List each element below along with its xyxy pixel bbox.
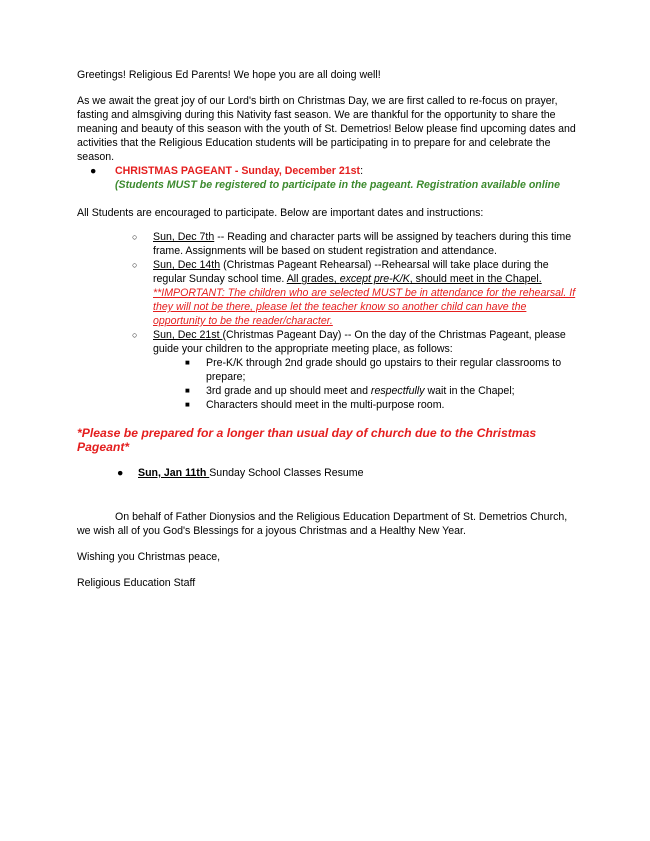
sub1-text: Pre-K/K through 2nd grade should go upstairs to their regular classrooms to prepare; xyxy=(206,357,562,383)
dec21-text: (Christmas Pageant Day) -- On the day of the Christmas Pageant, please guide your children to the appropriate meeting place, as follows: xyxy=(153,329,566,355)
dec21-sub-item-characters xyxy=(77,398,577,412)
circle-bullet-icon: ○ xyxy=(132,260,138,270)
sub3-text: Characters should meet in the multi-purpose room. xyxy=(206,399,445,411)
closing-paragraph: On behalf of Father Dionysios and the Religious Education Department of St. Demetrios Church, we wish all of you God's Blessings for a joyous Christmas and a Healthy New Year. xyxy=(77,511,568,537)
pageant-colon: : xyxy=(360,165,364,177)
sub2-text-b: respectfully xyxy=(370,385,425,397)
bullet-icon: ● xyxy=(117,467,124,479)
square-bullet-icon: ■ xyxy=(185,358,190,367)
prepared-notice: *Please be prepared for a longer than usual day of church due to the Christmas Pageant* xyxy=(77,426,537,454)
dec14-except: except pre-K/K xyxy=(339,273,410,285)
circle-bullet-icon: ○ xyxy=(132,330,138,340)
item-dec21 xyxy=(77,328,577,356)
wishing-line: Wishing you Christmas peace, xyxy=(77,551,221,563)
jan-date: Sun, Jan 11th xyxy=(138,467,210,479)
dec7-date: Sun, Dec 7th xyxy=(153,231,215,243)
dec14-date: Sun, Dec 14th xyxy=(153,259,221,271)
intro-paragraph: As we await the great joy of our Lord's birth on Christmas Day, we are first called to re-focus on prayer, fasting and almsgiving during this Nativity fast season. We are thankful for the opportunity to share the meaning and beauty of this season with the youth of St. Demetrios! Below please find upcoming dates and activities that the Religious Education students will be participating in to prepare for and celebrate the season. xyxy=(77,95,576,163)
sub2-text-c: wait in the Chapel; xyxy=(424,385,515,397)
pageant-heading: CHRISTMAS PAGEANT - Sunday, December 21st xyxy=(115,165,361,177)
letter-body xyxy=(77,68,577,590)
bullet-icon: ● xyxy=(90,165,97,177)
dec14-text: (Christmas Pageant Rehearsal) --Rehearsal will take place during the regular Sunday school time. xyxy=(153,259,549,285)
dec21-sub-item-3rd-grade xyxy=(77,384,577,398)
square-bullet-icon: ■ xyxy=(185,400,190,409)
signature: Religious Education Staff xyxy=(77,577,196,589)
greeting: Greetings! Religious Ed Parents! We hope you are all doing well! xyxy=(77,69,381,81)
circle-bullet-icon: ○ xyxy=(132,232,138,242)
item-dec14 xyxy=(77,258,577,328)
all-students-paragraph: All Students are encouraged to participate. Below are important dates and instructions: xyxy=(77,207,484,219)
dec14-grades: All grades, xyxy=(286,273,340,285)
pageant-registration-note: (Students MUST be registered to participate in the pageant. Registration available online xyxy=(115,179,561,191)
dec14-chapel: , should meet in the Chapel. xyxy=(409,273,542,285)
jan-text: Sunday School Classes Resume xyxy=(209,467,364,479)
pageant-bullet xyxy=(77,164,577,192)
sub2-text-a: 3rd grade and up should meet and xyxy=(206,385,371,397)
jan-bullet xyxy=(77,466,577,480)
dec21-date: Sun, Dec 21st xyxy=(153,329,223,341)
dec7-text: -- Reading and character parts will be assigned by teachers during this time frame. Assignments will be based on student registration and attendance. xyxy=(153,231,572,257)
item-dec7 xyxy=(77,230,577,258)
square-bullet-icon: ■ xyxy=(185,386,190,395)
dec14-important-note: **IMPORTANT: The children who are selected MUST be in attendance for the rehearsal. If they will not be there, please let the teacher know so another child can have the opportunity to be the reader/character. xyxy=(153,287,576,327)
dec21-sub-item-prek xyxy=(77,356,577,384)
